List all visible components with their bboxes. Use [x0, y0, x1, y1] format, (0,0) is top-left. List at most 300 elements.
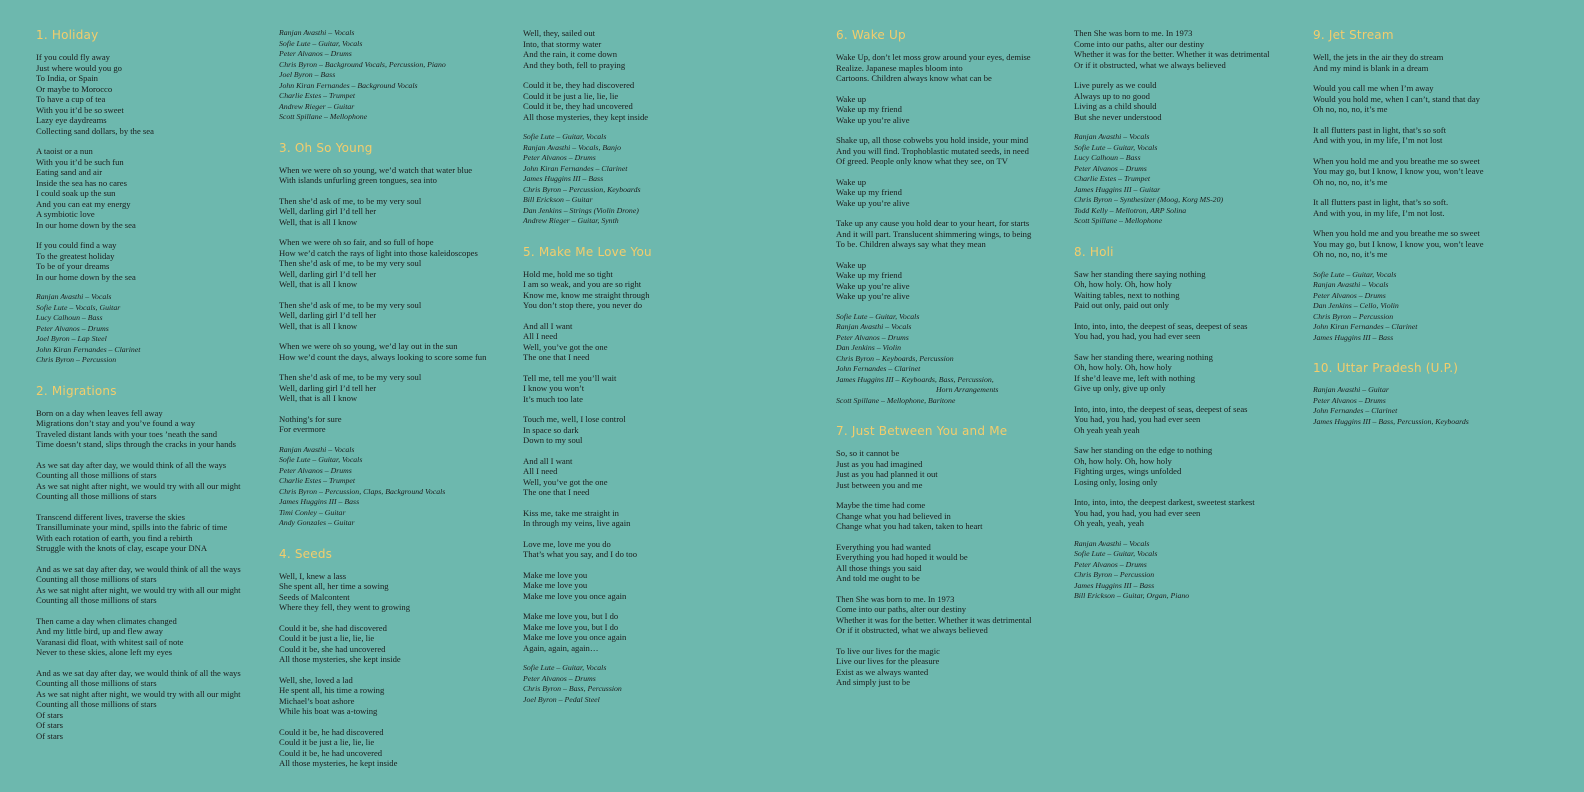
song-block: [523, 28, 758, 227]
credit-line: Joel Byron – Lap Steel: [36, 334, 107, 343]
credits-list: [1313, 385, 1548, 427]
credit-line: John Fernandes – Clarinet: [1313, 406, 1398, 415]
lyric-stanza: [36, 460, 271, 502]
lyric-stanza: [279, 623, 514, 665]
lyric-line: Wake up you’re alive: [836, 114, 910, 125]
credit-line: Todd Kelly – Mellotron, ARP Solina: [1074, 205, 1187, 215]
credit-line: Peter Alvanos – Drums: [836, 332, 909, 342]
lyric-line: And told me ought to be: [836, 573, 920, 583]
lyric-line: Well, I, knew a lass: [279, 570, 347, 581]
lyric-line: Wake up: [836, 93, 867, 104]
lyric-line: Whether it was for the better. Whether it was detrimental: [836, 614, 1032, 625]
credit-line: Dan Jenkins – Strings (Violin Drone): [523, 205, 639, 215]
credit-line: James Huggins III – Keyboards, Bass, Percussion,: [836, 374, 994, 384]
lyric-line: Counting all those millions of stars: [36, 470, 157, 480]
lyric-stanza: [36, 240, 271, 282]
credit-line: Charlie Estes – Trumpet: [279, 476, 356, 485]
lyric-stanza: [523, 611, 758, 653]
lyric-line: Then she’d ask of me, to be my very soul: [279, 258, 422, 268]
credit-line: James Huggins III – Guitar: [1074, 184, 1161, 194]
credit-line: Charlie Estes – Trumpet: [1074, 174, 1151, 183]
lyric-line: Make me love you once again: [523, 590, 627, 601]
column-1: [36, 28, 271, 759]
lyric-stanza: [36, 52, 271, 136]
lyric-stanza: [36, 616, 271, 658]
lyric-line: The one that I need: [523, 487, 590, 497]
lyric-line: Wake up you’re alive: [836, 280, 910, 291]
column-2: [279, 28, 514, 787]
lyric-line: Then She was born to me. In 1973: [836, 593, 955, 604]
credit-line: Chris Byron – Bass, Percussion: [523, 684, 622, 693]
column-3: [523, 28, 758, 723]
song-title: 3. Oh So Young: [279, 140, 373, 155]
lyric-stanza: [1074, 269, 1309, 311]
lyric-line: Well, they, sailed out: [523, 28, 596, 38]
lyric-line: Oh no, no, no, it’s me: [1313, 104, 1388, 114]
lyric-line: Wake up my friend: [836, 270, 902, 280]
credit-line: Chris Byron – Background Vocals, Percussion, Piano: [279, 59, 446, 69]
credits-list: [1313, 270, 1548, 344]
lyric-line: When you hold me and you breathe me so sweet: [1313, 155, 1480, 166]
credit-line: Andrew Rieger – Guitar: [279, 101, 355, 111]
credit-line: Timi Conley – Guitar: [279, 507, 346, 517]
lyric-line: And with you, in my life, I’m not lost.: [1313, 207, 1445, 218]
lyric-stanza: [1074, 404, 1309, 436]
credits-list: [36, 292, 271, 366]
song-block: [1313, 361, 1548, 427]
lyric-stanza: [523, 414, 758, 446]
lyric-line: Where they fell, they went to growing: [279, 602, 411, 612]
lyric-line: Whether it was for the better. Whether it was detrimental: [1074, 49, 1270, 59]
lyric-line: If you could find a way: [36, 240, 117, 250]
lyric-line: Wake Up, don’t let moss grow around your eyes, demise: [836, 52, 1031, 62]
lyric-line: And they both, fell to praying: [523, 59, 626, 70]
lyric-line: Down to my soul: [523, 435, 583, 445]
lyric-line: Could it be just a lie, lie, lie: [523, 90, 619, 101]
lyric-line: Migrations don’t stay and you’ve found a way: [36, 418, 196, 428]
lyric-line: Live our lives for the pleasure: [836, 656, 940, 666]
lyric-line: Struggle with the knots of clay, escape your DNA: [36, 543, 208, 553]
lyric-line: Make me love you, but I do: [523, 621, 619, 632]
lyric-line: Then came a day when climates changed: [36, 615, 177, 626]
credit-line: Horn Arrangements: [936, 385, 999, 394]
lyric-line: While his boat was a-towing: [279, 706, 378, 716]
lyric-line: Saw her standing on the edge to nothing: [1074, 445, 1213, 455]
lyric-stanza: [523, 508, 758, 529]
lyric-stanza: [836, 218, 1071, 250]
credits-list: [523, 132, 758, 227]
credit-line: Ranjan Avasthi – Vocals: [836, 322, 912, 331]
lyric-line: Counting all those millions of stars: [36, 678, 157, 688]
credit-line: Sofie Lute – Guitar, Vocals: [1313, 269, 1397, 279]
credit-line: Peter Alvanos – Drums: [36, 323, 109, 333]
lyric-line: Transcend different lives, traverse the skies: [36, 511, 185, 522]
lyric-stanza: [1074, 497, 1309, 529]
lyric-line: How we’d catch the rays of light into those kaleidoscopes: [279, 247, 478, 258]
lyric-stanza: [836, 448, 1071, 490]
lyric-stanza: [523, 269, 758, 311]
lyric-line: Of greed. People only know what they see, on TV: [836, 156, 1008, 166]
lyric-line: Of stars: [36, 709, 63, 720]
credit-line: Peter Alvanos – Drums: [1313, 395, 1386, 405]
lyric-line: Make me love you once again: [523, 632, 627, 642]
lyric-stanza: [1313, 197, 1548, 218]
credit-line: Andrew Rieger – Guitar, Synth: [523, 216, 619, 225]
lyric-stanza: [36, 564, 271, 606]
lyric-line: A symbiotic love: [36, 209, 95, 219]
lyric-stanza: [36, 668, 271, 742]
lyric-line: As we sat day after day, we would think of all the ways: [36, 459, 227, 470]
lyric-line: For evermore: [279, 424, 326, 434]
lyric-line: You had, you had, you had ever seen: [1074, 507, 1201, 518]
lyric-stanza: [523, 321, 758, 363]
lyric-line: All I need: [523, 331, 558, 341]
lyric-line: Fighting urges, wings unfolded: [1074, 466, 1182, 476]
credit-line: Chris Byron – Keyboards, Percussion: [836, 353, 954, 363]
credits-list: [836, 312, 1071, 407]
lyric-stanza: [279, 372, 514, 404]
lyric-line: And all I want: [523, 455, 573, 466]
lyric-line: Would you hold me, when I can’t, stand that day: [1313, 93, 1480, 104]
lyric-line: But she never understood: [1074, 111, 1162, 122]
lyric-stanza: [279, 237, 514, 290]
song-block: [836, 424, 1071, 688]
song-block: [279, 141, 514, 529]
lyric-line: Into, into, into, the deepest darkest, sweetest starkest: [1074, 497, 1255, 507]
lyric-line: In our home down by the sea: [36, 219, 136, 230]
credit-line: James Huggins III – Bass: [279, 497, 360, 506]
credit-line: Chris Byron – Synthesizer (Moog, Korg MS-20): [1074, 195, 1224, 204]
lyric-line: Of stars: [36, 720, 63, 730]
lyric-line: Paid out only, paid out only: [1074, 300, 1169, 310]
song-block: [36, 28, 271, 366]
credit-line: Sofie Lute – Guitar, Vocals: [279, 38, 363, 48]
song-title: 8. Holi: [1074, 244, 1114, 259]
lyric-line: Exist as we always wanted: [836, 666, 929, 677]
lyric-line: All those things you said: [836, 562, 922, 573]
credit-line: Peter Alvanos – Drums: [1074, 163, 1147, 173]
lyric-stanza: [1074, 321, 1309, 342]
lyric-line: Lazy eye daydreams: [36, 115, 107, 125]
credit-line: Sofie Lute – Guitar, Vocals: [1074, 549, 1158, 558]
lyric-stanza: [523, 570, 758, 602]
lyric-line: Into, that stormy water: [523, 38, 602, 49]
lyric-line: Shake up, all those cobwebs you hold inside, your mind: [836, 135, 1029, 145]
lyric-line: Again, again, again…: [523, 642, 599, 653]
lyric-stanza: [836, 594, 1071, 636]
lyric-line: Just between you and me: [836, 479, 923, 490]
lyric-line: Wake up you’re alive: [836, 197, 910, 208]
lyric-line: Would you call me when I’m away: [1313, 83, 1434, 93]
song-block: [279, 28, 514, 123]
credit-line: Ranjan Avasthi – Vocals: [1074, 132, 1150, 141]
lyric-line: Cartoons. Children always know what can be: [836, 73, 992, 83]
lyric-line: All those mysteries, he kept inside: [279, 758, 398, 768]
song-block: [523, 245, 758, 706]
lyric-line: Wake up my friend: [836, 104, 902, 114]
lyric-line: To be. Children always say what they mean: [836, 239, 986, 249]
lyric-line: Wake up: [836, 176, 867, 187]
lyric-stanza: [279, 300, 514, 332]
lyric-line: Then she’d ask of me, to be my very soul: [279, 195, 422, 206]
lyric-line: And my mind is blank in a dream: [1313, 62, 1429, 73]
lyric-line: Into, into, into, the deepest of seas, deepest of seas: [1074, 403, 1248, 414]
song-title: 1. Holiday: [36, 28, 99, 42]
lyric-line: Transilluminate your mind, spills into the fabric of time: [36, 522, 228, 532]
song-title: 4. Seeds: [279, 546, 333, 561]
lyric-line: Take up any cause you hold dear to your heart, for starts: [836, 218, 1030, 228]
credits-list: [1074, 539, 1309, 602]
lyric-line: Traveled distant lands with your toes ’neath the sand: [36, 428, 218, 439]
lyric-line: Varanasi did float, with whitest sail of note: [36, 636, 184, 647]
lyric-stanza: [836, 542, 1071, 584]
lyric-line: Maybe the time had come: [836, 500, 926, 510]
song-title: 2. Migrations: [36, 383, 117, 398]
song-block: [836, 28, 1071, 406]
song-title: 5. Make Me Love You: [523, 244, 652, 259]
lyric-line: When we were oh so fair, and so full of hope: [279, 237, 434, 247]
credits-list: [523, 663, 758, 705]
lyric-line: Counting all those millions of stars: [36, 574, 157, 584]
lyric-line: I could soak up the sun: [36, 188, 116, 198]
lyric-line: When we were oh so young, we’d watch that water blue: [279, 164, 473, 175]
lyric-line: Born on a day when leaves fell away: [36, 407, 163, 418]
credit-line: Chris Byron – Percussion: [1074, 570, 1155, 579]
credit-line: John Fernandes – Clarinet: [836, 364, 921, 373]
credit-line: Lucy Calhoun – Bass: [36, 313, 103, 322]
lyric-line: Could it be, they had discovered: [523, 80, 635, 90]
lyric-line: And all I want: [523, 320, 573, 331]
lyric-line: Well, you’ve got the one: [523, 476, 608, 487]
lyric-line: Give up only, give up only: [1074, 383, 1166, 393]
lyric-stanza: [836, 500, 1071, 532]
lyric-stanza: [1313, 125, 1548, 146]
lyric-stanza: [1313, 156, 1548, 188]
lyric-stanza: [279, 571, 514, 613]
credit-line: Ranjan Avasthi – Vocals: [1313, 280, 1389, 289]
lyric-line: Seeds of Malcontent: [279, 591, 350, 602]
lyric-line: Well, you’ve got the one: [523, 341, 608, 352]
lyric-line: Could it be, she had uncovered: [279, 643, 386, 654]
credits-list: [279, 445, 514, 529]
lyric-line: Or if it obstructed, what we always believed: [1074, 59, 1226, 70]
lyric-stanza: [836, 177, 1071, 209]
lyric-line: In space so dark: [523, 424, 579, 435]
lyric-line: Saw her standing there, wearing nothing: [1074, 351, 1213, 362]
lyric-line: And my little bird, up and flew away: [36, 626, 163, 636]
lyric-line: Everything you had hoped it would be: [836, 552, 968, 562]
lyric-line: As we sat night after night, we would try with all our might: [36, 480, 241, 491]
credit-line: Charlie Estes – Trumpet: [279, 91, 356, 100]
lyric-line: Just as you had imagined: [836, 458, 923, 469]
credit-line: James Huggins III – Bass: [1313, 332, 1394, 342]
lyric-line: Oh no, no, no, it’s me: [1313, 176, 1388, 187]
lyric-line: Wake up my friend: [836, 187, 902, 197]
credit-line: Peter Alvanos – Drums: [523, 153, 596, 162]
song-block: [36, 384, 271, 742]
lyric-line: Could it be just a lie, lie, lie: [279, 633, 375, 643]
lyric-line: Hold me, hold me so tight: [523, 268, 613, 279]
credit-line: James Huggins III – Bass: [1074, 580, 1155, 590]
lyric-stanza: [836, 646, 1071, 688]
song-title: 6. Wake Up: [836, 28, 906, 42]
song-title: 7. Just Between You and Me: [836, 424, 1008, 438]
credit-line: James Huggins III – Bass: [523, 174, 604, 183]
lyric-stanza: [279, 727, 514, 769]
lyric-stanza: [523, 456, 758, 498]
credits-list: [279, 28, 514, 123]
lyric-line: As we sat night after night, we would try with all our might: [36, 688, 241, 699]
credit-line: Joel Byron – Pedal Steel: [523, 694, 600, 704]
lyric-line: With islands unfurling green tongues, sea into: [279, 175, 437, 185]
lyric-line: Well, she, loved a lad: [279, 674, 353, 685]
lyric-line: To live our lives for the magic: [836, 645, 940, 656]
lyric-line: Eating sand and air: [36, 167, 103, 177]
lyric-line: Could it be, he had discovered: [279, 726, 384, 737]
lyric-line: Well, that is all I know: [279, 320, 358, 331]
lyric-stanza: [1074, 445, 1309, 487]
lyric-line: Into, into, into, the deepest of seas, deepest of seas: [1074, 320, 1248, 331]
lyric-line: So, so it cannot be: [836, 448, 900, 458]
lyric-line: You may go, but I know, I know you, won’t leave: [1313, 238, 1484, 249]
lyric-line: I know you won’t: [523, 383, 585, 393]
lyric-line: Oh, how holy. Oh, how holy: [1074, 279, 1172, 289]
lyric-line: All those mysteries, she kept inside: [279, 654, 401, 664]
lyric-line: With you it’d be such fun: [36, 156, 124, 167]
credit-line: Scott Spillane – Mellophone, Baritone: [836, 395, 956, 405]
lyric-stanza: [836, 52, 1071, 84]
lyric-line: All I need: [523, 466, 558, 476]
credit-line: Scott Spillane – Mellophone: [1074, 216, 1163, 225]
lyric-line: In our home down by the sea: [36, 271, 136, 282]
lyric-line: Could it be, she had discovered: [279, 622, 387, 633]
column-4: [836, 28, 1071, 706]
lyric-stanza: [523, 539, 758, 560]
lyric-line: And it will part. Translucent shimmering wings, to being: [836, 228, 1032, 239]
credit-line: Ranjan Avasthi – Vocals: [1074, 538, 1150, 548]
lyric-line: Then she’d ask of me, to be my very soul: [279, 372, 422, 382]
lyric-line: Of stars: [36, 730, 63, 741]
lyric-line: To India, or Spain: [36, 73, 98, 83]
lyric-line: Could it be, they had uncovered: [523, 101, 633, 111]
credit-line: Sofie Lute – Guitar, Vocals: [523, 132, 607, 141]
lyric-line: Kiss me, take me straight in: [523, 507, 619, 518]
credit-line: John Kiran Fernandes – Clarinet: [523, 163, 628, 173]
lyric-stanza: [836, 135, 1071, 167]
lyric-stanza: [523, 373, 758, 405]
lyric-line: As we sat night after night, we would try with all our might: [36, 584, 241, 595]
credit-line: Peter Alvanos – Drums: [1313, 290, 1386, 300]
lyric-line: Waiting tables, next to nothing: [1074, 289, 1180, 300]
lyric-line: And the rain, it come down: [523, 49, 618, 59]
credit-line: Dan Jenkins – Cello, Violin: [1313, 301, 1399, 310]
lyric-line: To have a cup of tea: [36, 94, 106, 104]
lyric-line: Never to these skies, alone left my eyes: [36, 647, 173, 657]
credit-line: Scott Spillane – Mellophone: [279, 112, 368, 121]
credit-line: Chris Byron – Percussion: [1313, 311, 1394, 321]
song-block: [1313, 28, 1548, 343]
lyric-line: Time doesn’t stand, slips through the cracks in your hands: [36, 439, 237, 449]
credit-line: Ranjan Avasthi – Vocals: [36, 292, 112, 301]
lyric-line: Well, darling girl I’d tell her: [279, 268, 377, 279]
lyric-line: Or maybe to Morocco: [36, 83, 113, 94]
lyric-line: Collecting sand dollars, by the sea: [36, 125, 154, 136]
lyric-line: Losing only, losing only: [1074, 476, 1158, 487]
lyric-line: A taoist or a nun: [36, 146, 93, 156]
lyric-line: Or if it obstructed, what we always believed: [836, 625, 988, 635]
lyric-line: Well, darling girl I’d tell her: [279, 382, 377, 393]
lyric-line: Then She was born to me. In 1973: [1074, 28, 1193, 38]
column-5: [1074, 28, 1309, 620]
lyric-line: Oh, how holy. Oh, how holy: [1074, 455, 1172, 466]
lyric-line: With you it’d be so sweet: [36, 104, 124, 115]
lyric-stanza: [1074, 28, 1309, 70]
credit-line: Bill Erickson – Guitar, Organ, Piano: [1074, 591, 1190, 600]
lyric-line: If you could fly away: [36, 52, 110, 62]
lyric-stanza: [523, 80, 758, 122]
lyric-line: All those mysteries, they kept inside: [523, 111, 649, 122]
lyric-line: Counting all those millions of stars: [36, 491, 157, 501]
lyric-stanza: [836, 260, 1071, 302]
lyric-line: Well, that is all I know: [279, 279, 358, 289]
lyric-line: You had, you had, you had ever seen: [1074, 414, 1201, 424]
lyric-stanza: [36, 408, 271, 450]
lyric-line: To the greatest holiday: [36, 250, 115, 261]
lyric-stanza: [1074, 352, 1309, 394]
lyric-line: Make me love you: [523, 580, 588, 590]
lyric-line: Change what you had taken, taken to heart: [836, 521, 983, 531]
lyric-line: Well, darling girl I’d tell her: [279, 310, 377, 320]
lyric-line: When you hold me and you breathe me so sweet: [1313, 228, 1480, 238]
lyric-stanza: [279, 165, 514, 186]
lyric-line: And simply just to be: [836, 677, 911, 687]
credits-list: [1074, 132, 1309, 227]
lyric-line: I am so weak, and you are so right: [523, 279, 642, 289]
lyric-line: You don’t stop there, you never do: [523, 300, 643, 310]
lyric-stanza: [1313, 228, 1548, 260]
credit-line: Sofie Lute – Guitar, Vocals: [1074, 142, 1158, 152]
credit-line: Ranjan Avasthi – Vocals: [279, 444, 355, 454]
lyric-line: Everything you had wanted: [836, 541, 931, 552]
credit-line: Lucy Calhoun – Bass: [1074, 153, 1141, 162]
lyric-line: Live purely as we could: [1074, 80, 1157, 90]
song-block: [1074, 28, 1309, 227]
credit-line: Sofie Lute – Vocals, Guitar: [36, 302, 121, 312]
lyric-line: Love me, love me you do: [523, 538, 611, 549]
song-block: [1074, 245, 1309, 602]
credit-line: John Kiran Fernandes – Clarinet: [36, 344, 141, 354]
lyric-stanza: [1074, 80, 1309, 122]
credit-line: Peter Alvanos – Drums: [279, 465, 352, 475]
credit-line: Dan Jenkins – Violin: [836, 343, 902, 352]
lyric-line: Well, that is all I know: [279, 393, 358, 403]
lyric-line: And you will find. Trophoblastic mutated seeds, in need: [836, 145, 1029, 156]
lyric-line: Touch me, well, I lose control: [523, 414, 626, 424]
credit-line: Bill Erickson – Guitar: [523, 195, 593, 204]
lyric-line: Wake up you’re alive: [836, 291, 910, 301]
lyric-line: And as we sat day after day, we would think of all the ways: [36, 667, 241, 678]
lyric-stanza: [1313, 83, 1548, 115]
lyric-stanza: [1313, 52, 1548, 73]
lyric-line: Well, darling girl I’d tell her: [279, 206, 377, 216]
lyric-line: Counting all those millions of stars: [36, 699, 157, 709]
lyric-line: Know me, know me straight through: [523, 289, 650, 300]
lyric-line: Well, the jets in the air they do stream: [1313, 52, 1444, 62]
lyric-line: And with you, in my life, I’m not lost: [1313, 135, 1443, 145]
lyric-line: Come into our paths, alter our destiny: [1074, 38, 1205, 49]
lyric-line: With each rotation of earth, you find a rebirth: [36, 532, 193, 543]
lyric-stanza: [279, 675, 514, 717]
